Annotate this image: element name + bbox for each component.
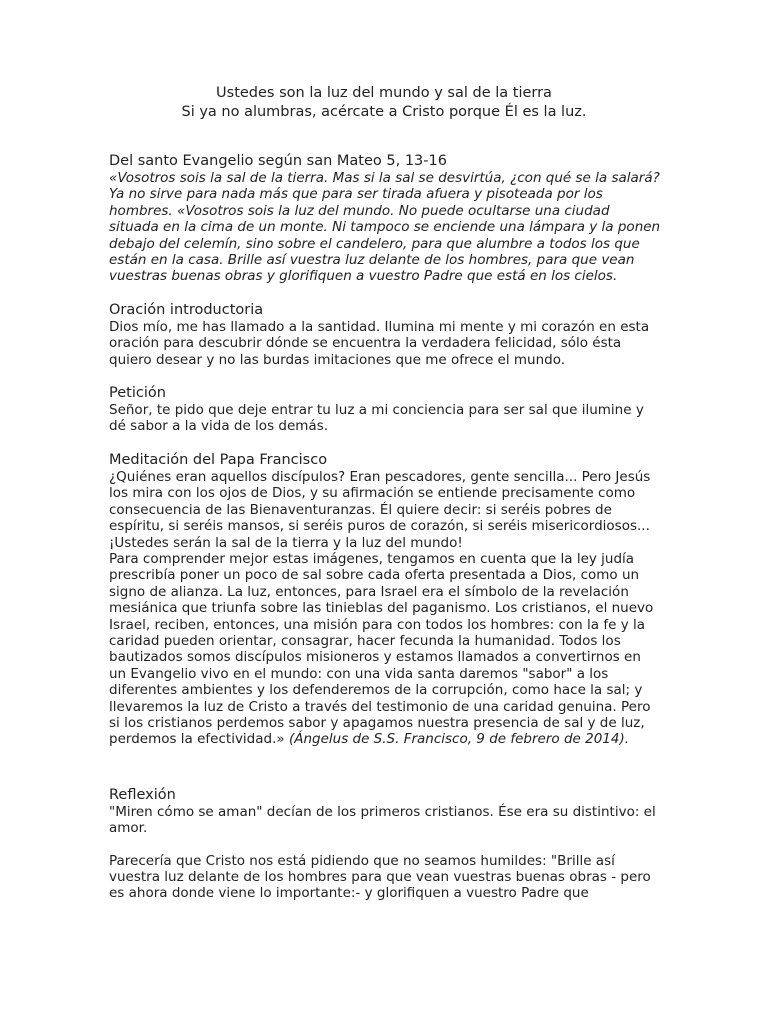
title-line-1: Ustedes son la luz del mundo y sal de la tierra: [216, 85, 552, 101]
meditation-heading: Meditación del Papa Francisco: [109, 451, 328, 468]
gospel-text: «Vosotros sois la sal de la tierra. Mas si la sal se desvirtúa, ¿con qué se la salará? Ya no sirve para nada más que para ser tirada afuera y pisoteada por los hombres. «Vosotros sois la luz del mundo. No puede ocultarse una ciudad situada en la cima de un monte. Ni tampoco se enciende una lámpara y la ponen debajo del celemín, sino sobre el candelero, para que alumbre a todos los que están en la casa. Brille así vuestra luz delante de los hombres, para que vean vuestras buenas obras y glorifiquen a vuestro Padre que está en los cielos.: [109, 170, 661, 285]
document-body: [109, 152, 661, 918]
prayer-text: Dios mío, me has llamado a la santidad. Ilumina mi mente y mi corazón en esta oración para descubrir dónde se encuentra la verdadera felicidad, sólo ésta quiero desear y no las burdas imitaciones que me ofrece el mundo.: [109, 318, 650, 368]
prayer-section: [109, 301, 661, 368]
meditation-text-2: Para comprender mejor estas imágenes, tengamos en cuenta que la ley judía prescribía poner un poco de sal sobre cada oferta presentada a Dios, como un signo de alianza. La luz, entonces, para Israel era el símbolo de la revelación mesiánica que triunfa sobre las tinieblas del paganismo. Los cristianos, el nuevo Israel, reciben, entonces, una misión para con todos los hombres: con la fe y la caridad pueden orientar, consagrar, hacer fecunda la humanidad. Todos los bautizados somos discípulos misioneros y estamos llamados a convertirnos en un Evangelio vivo en el mundo: con una vida santa daremos "sabor" a los diferentes ambientes y los defenderemos de la corrupción, como hace la sal; y llevaremos la luz de Cristo a través del testimonio de una caridad genuina. Pero si los cristianos perdemos sabor y apagamos nuestra presencia de sal y de luz, perdemos la efectividad.»: [109, 550, 654, 748]
paragraph-gap: [109, 837, 661, 853]
meditation-section: [109, 451, 661, 748]
reflection-text-2: Parecería que Cristo nos está pidiendo que no seamos humildes: "Brille así vuestra luz delante de los hombres para que vean vuestras buenas obras - pero es ahora donde viene lo importante:- y glorifiquen a vuestro Padre que: [109, 852, 651, 902]
petition-section: [109, 384, 661, 435]
spacer: [109, 764, 661, 786]
gospel-heading: Del santo Evangelio según san Mateo 5, 13-16: [109, 153, 447, 169]
reflection-text-1: "Miren cómo se aman" decían de los primeros cristianos. Ése era su distintivo: el amor.: [109, 803, 656, 837]
meditation-citation: (Ángelus de S.S. Francisco, 9 de febrero de 2014).: [288, 731, 630, 748]
prayer-heading: Oración introductoria: [109, 301, 264, 318]
meditation-text-2-wrap: [109, 551, 661, 748]
petition-text: Señor, te pido que deje entrar tu luz a mi conciencia para ser sal que ilumine y dé sabor a la vida de los demás.: [109, 402, 644, 435]
reflection-heading: Reflexión: [109, 786, 176, 803]
title-line-2: Si ya no alumbras, acércate a Cristo porque Él es la luz.: [181, 104, 587, 120]
reflection-section: [109, 786, 661, 902]
gospel-section: [109, 152, 661, 285]
document-title: [0, 84, 768, 122]
meditation-text-1: ¿Quiénes eran aquellos discípulos? Eran pescadores, gente sencilla... Pero Jesús los mira con los ojos de Dios, y su afirmación se entiende precisamente como consecuencia de las Bienaventuranzas. Él quiere decir: si seréis pobres de espíritu, si seréis mansos, si seréis puros de corazón, si seréis misericordiosos... ¡Ustedes serán la sal de la tierra y la luz del mundo!: [109, 468, 651, 551]
petition-heading: Petición: [109, 385, 166, 402]
